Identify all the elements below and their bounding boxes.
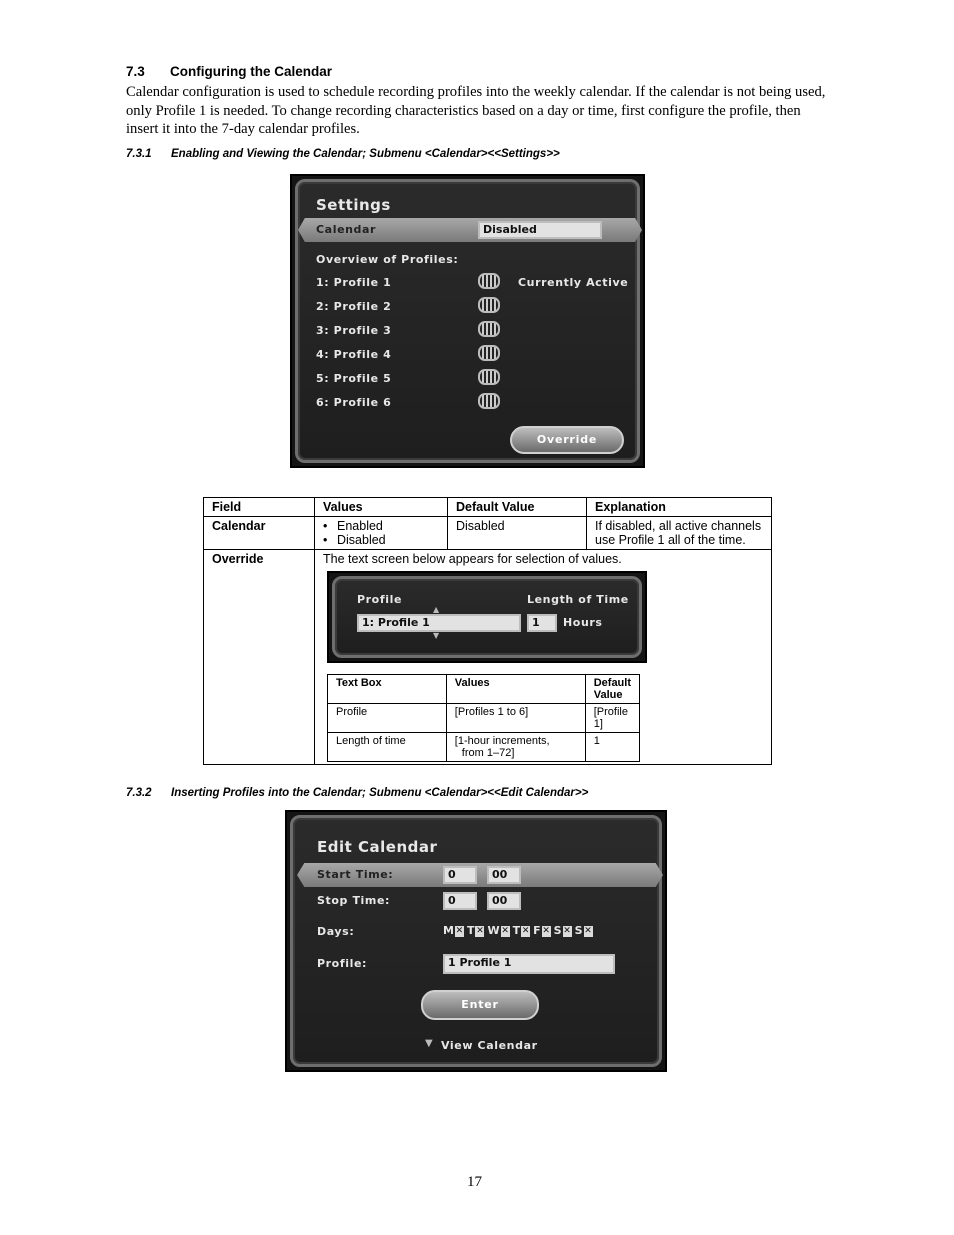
profile-label: Profile:: [317, 957, 368, 970]
calendar-value-field[interactable]: Disabled: [478, 221, 602, 239]
calendar-label: Calendar: [316, 223, 377, 236]
settings-title: Settings: [316, 196, 391, 214]
mini-cell: Length of time: [328, 733, 447, 762]
override-length-field[interactable]: 1: [527, 614, 557, 632]
column-header: Field: [204, 498, 315, 517]
override-values-table: [327, 674, 640, 762]
page-number: 17: [467, 1174, 482, 1190]
override-hours-label: Hours: [563, 616, 603, 629]
mini-cell-line: from 1–72]: [461, 747, 515, 759]
days-selector: [443, 924, 596, 937]
view-calendar-link[interactable]: View Calendar: [441, 1039, 538, 1052]
subsection-heading-edit: [126, 787, 588, 799]
day-label: T: [512, 924, 521, 937]
subsection-title: Inserting Profiles into the Calendar; Submenu <Calendar><<Edit Calendar>>: [171, 787, 589, 799]
subsection-title: Enabling and Viewing the Calendar; Submenu <Calendar><<Settings>>: [171, 148, 560, 160]
mini-cell: Profile: [328, 704, 447, 733]
day-checkbox[interactable]: ✕: [476, 925, 484, 936]
edit-calendar-title: Edit Calendar: [317, 838, 438, 856]
profile-item: 1: Profile 1: [316, 276, 392, 289]
mini-cell: 1: [585, 733, 639, 762]
mini-row: [328, 704, 640, 733]
value-item: • Disabled: [323, 533, 439, 547]
subsection-number: 7.3.1: [126, 148, 152, 160]
override-length-label: Length of Time: [527, 593, 629, 606]
column-header: Values: [315, 498, 448, 517]
override-description: The text screen below appears for selection of values.: [323, 552, 622, 566]
stop-minute-field[interactable]: 00: [487, 892, 521, 910]
profile-field[interactable]: 1 Profile 1: [443, 954, 615, 974]
mini-header: Values: [446, 675, 585, 704]
day-label: M: [443, 924, 454, 937]
section-number: 7.3: [126, 64, 145, 79]
mini-row: [328, 733, 640, 762]
mini-header: Text Box: [328, 675, 447, 704]
day-label: S: [574, 924, 583, 937]
start-hour-field[interactable]: 0: [443, 866, 477, 884]
day-checkbox[interactable]: ✕: [584, 925, 592, 936]
mini-header: Default Value: [585, 675, 639, 704]
field-table: [203, 497, 772, 765]
table-row: [204, 550, 772, 765]
field-cell: Override: [204, 550, 315, 765]
mini-cell: [Profiles 1 to 6]: [446, 704, 585, 733]
explanation-cell: If disabled, all active channels use Profile 1 all of the time.: [587, 517, 772, 550]
field-cell: Calendar: [204, 517, 315, 550]
day-checkbox[interactable]: ✕: [521, 925, 530, 936]
overview-label: Overview of Profiles:: [316, 253, 459, 266]
calendar-icon: [478, 273, 500, 289]
day-label: W: [487, 924, 500, 937]
stop-hour-field[interactable]: 0: [443, 892, 477, 910]
value-item: • Enabled: [323, 519, 439, 533]
day-label: T: [466, 924, 475, 937]
edit-calendar-screen: [285, 810, 667, 1072]
table-row: [204, 517, 772, 550]
section-intro: Calendar configuration is used to schedule recording profiles into the weekly calendar. If the calendar is not being used, only Profile 1 is needed. To change recording characteristics based on a day or time, first configure the profile, then insert it into the 7-day calendar profiles.: [126, 84, 826, 137]
mini-cell: [446, 733, 585, 762]
subsection-heading-settings: [126, 148, 560, 160]
mini-cell: [Profile 1]: [585, 704, 639, 733]
override-profile-field[interactable]: 1: Profile 1: [357, 614, 521, 632]
profile-item: 2: Profile 2: [316, 300, 392, 313]
column-header: Explanation: [587, 498, 772, 517]
override-cell: [315, 550, 772, 765]
profile-item: 5: Profile 5: [316, 372, 392, 385]
default-cell: Disabled: [448, 517, 587, 550]
mini-cell-line: [1-hour increments,: [454, 735, 550, 747]
override-button[interactable]: Override: [510, 426, 624, 454]
column-header: Default Value: [448, 498, 587, 517]
settings-screen: [290, 174, 645, 468]
override-profile-label: Profile: [357, 593, 403, 606]
profile-item: 6: Profile 6: [316, 396, 392, 409]
profile-item: 3: Profile 3: [316, 324, 392, 337]
enter-button[interactable]: Enter: [421, 990, 539, 1020]
override-screen: [327, 571, 647, 663]
day-checkbox[interactable]: ✕: [455, 925, 464, 936]
up-arrow-icon: ▲: [433, 605, 440, 614]
day-label: F: [533, 924, 541, 937]
start-time-label: Start Time:: [317, 868, 394, 881]
calendar-icon: [478, 369, 500, 385]
values-cell: [315, 517, 448, 550]
down-arrow-icon: ▼: [433, 631, 440, 640]
start-minute-field[interactable]: 00: [487, 866, 521, 884]
table-header-row: [204, 498, 772, 517]
subsection-number: 7.3.2: [126, 787, 152, 799]
chevron-down-icon: ▼: [425, 1038, 434, 1049]
calendar-icon: [478, 393, 500, 409]
day-label: S: [553, 924, 562, 937]
section-heading: [126, 64, 332, 79]
profile-status: Currently Active: [518, 276, 629, 289]
calendar-icon: [478, 321, 500, 337]
stop-time-label: Stop Time:: [317, 894, 391, 907]
day-checkbox[interactable]: ✕: [501, 925, 509, 936]
calendar-icon: [478, 345, 500, 361]
profile-item: 4: Profile 4: [316, 348, 392, 361]
days-label: Days:: [317, 925, 355, 938]
day-checkbox[interactable]: ✕: [542, 925, 550, 936]
section-title: Configuring the Calendar: [170, 64, 332, 79]
calendar-icon: [478, 297, 500, 313]
day-checkbox[interactable]: ✕: [563, 925, 571, 936]
